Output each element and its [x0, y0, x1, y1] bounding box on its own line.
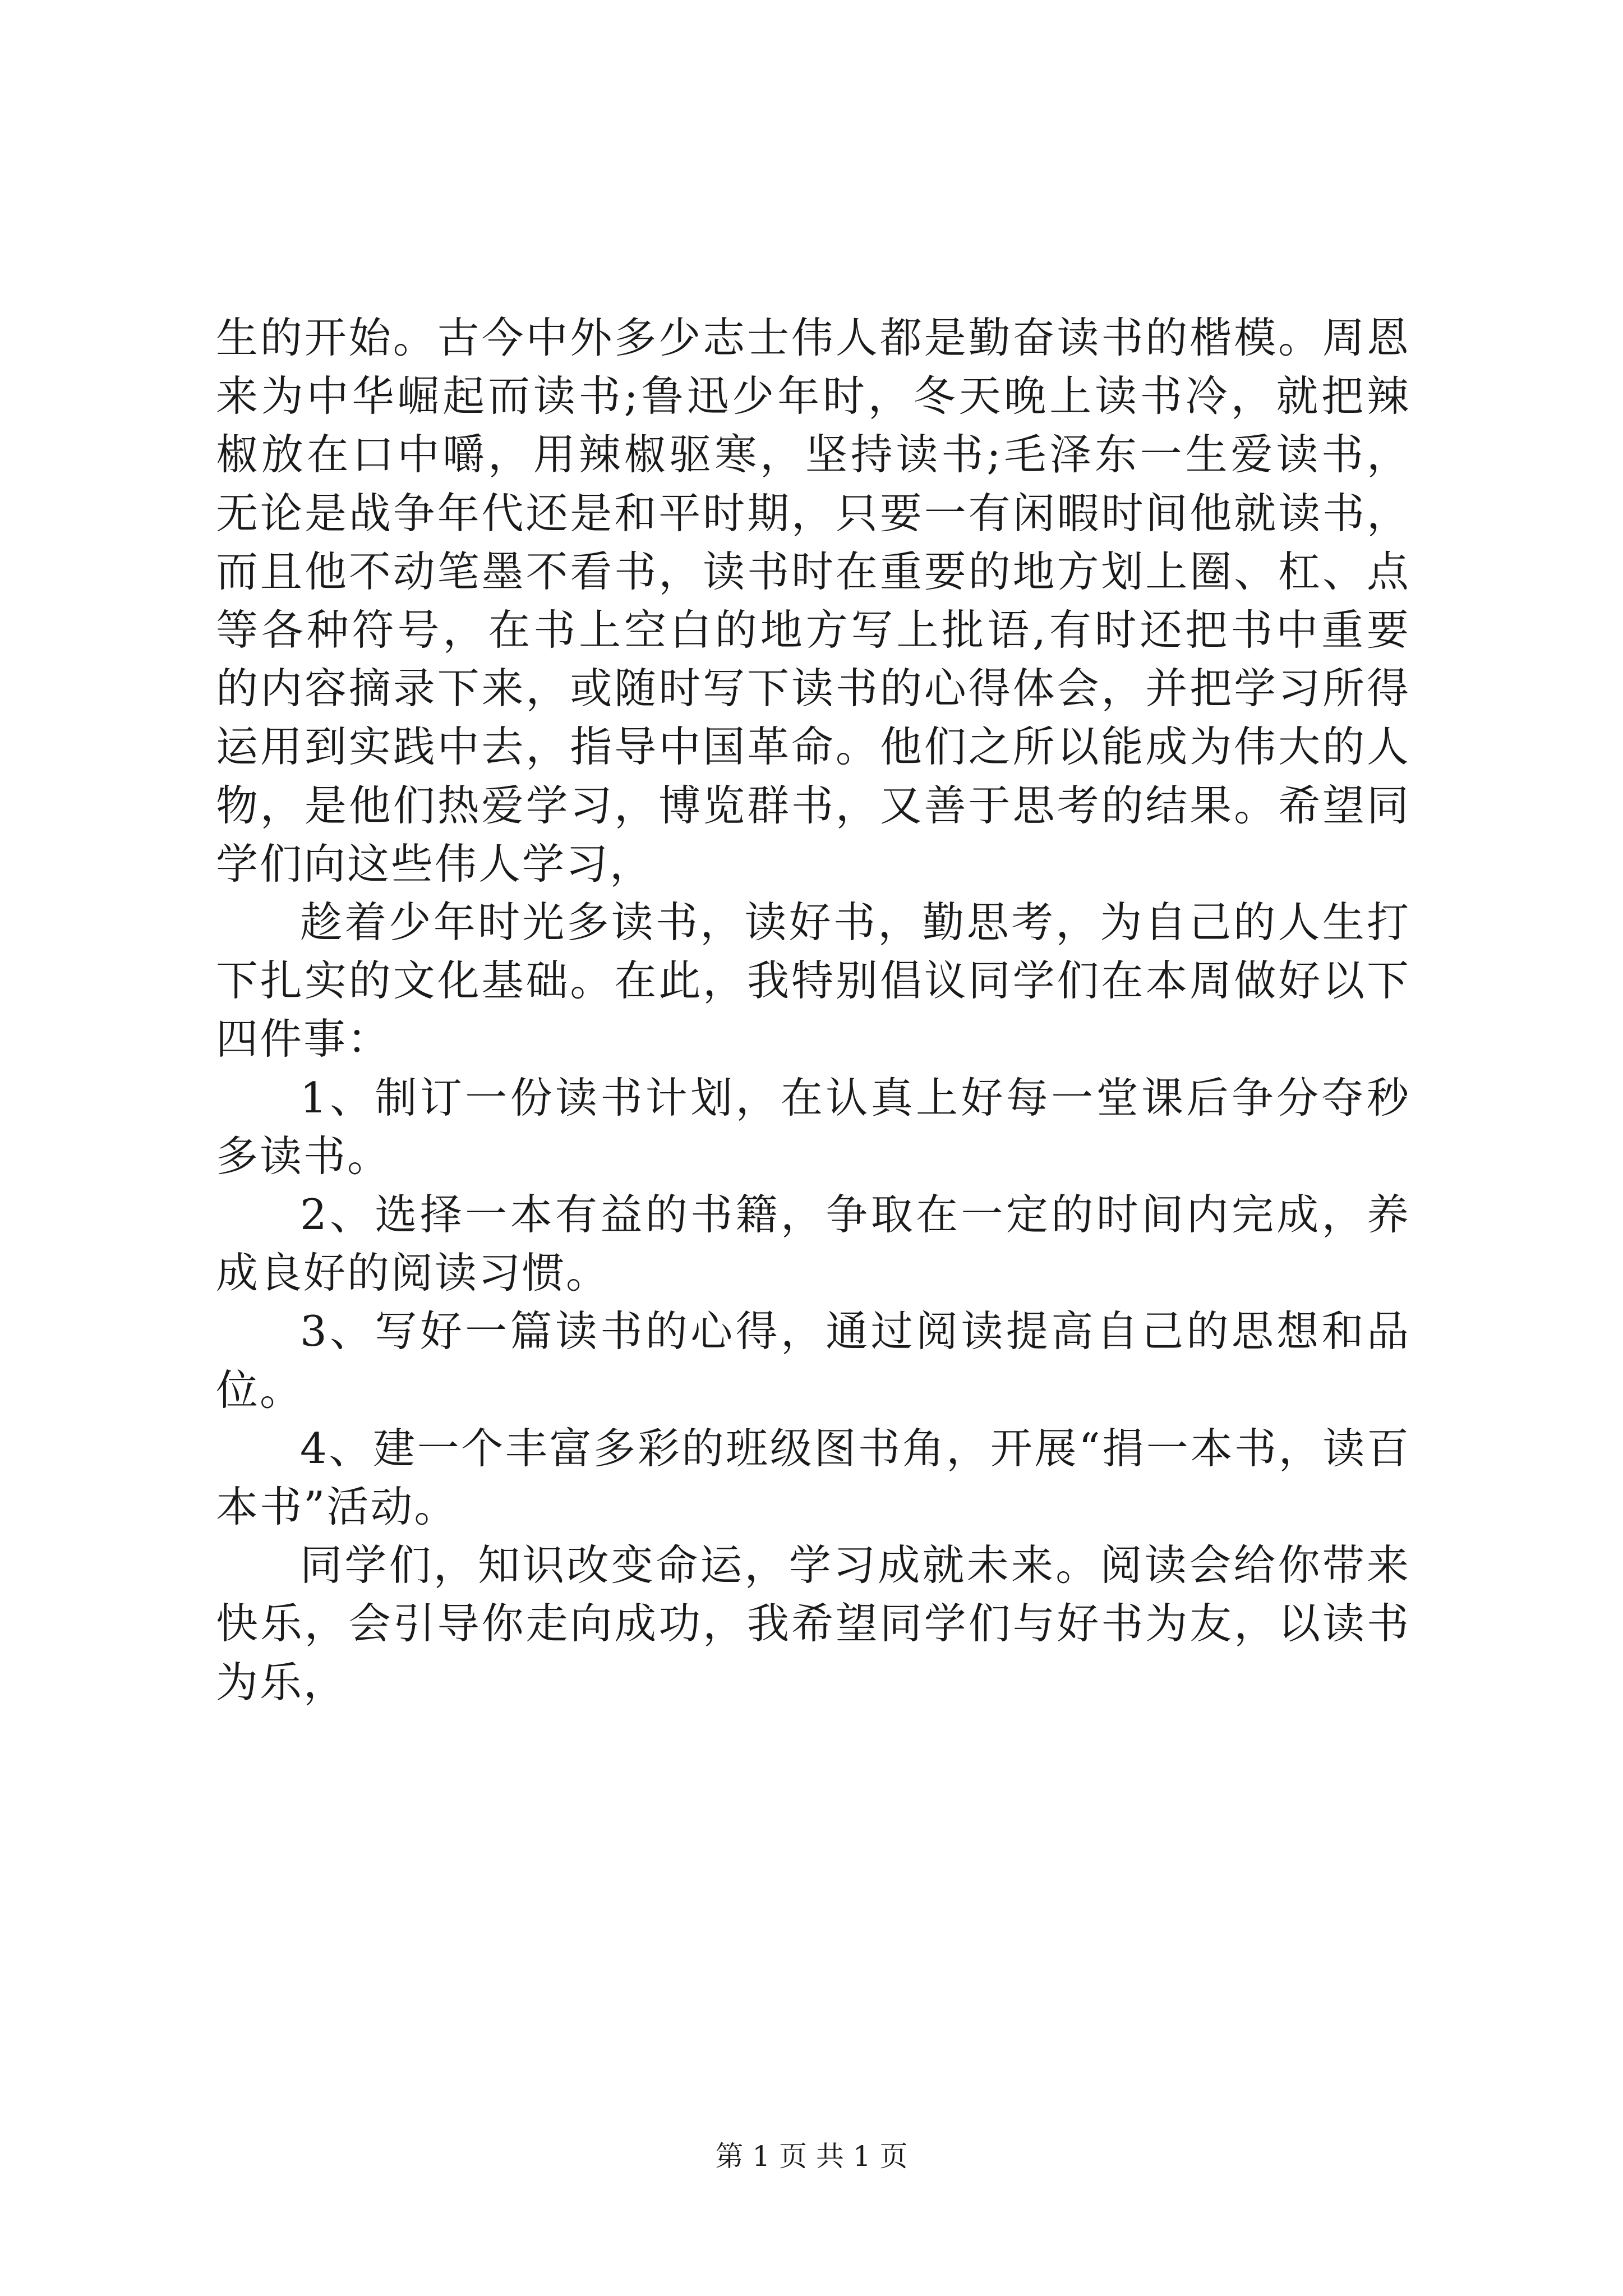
page-number-label: 第 1 页 共 1 页	[715, 2140, 908, 2173]
paragraph-closing: 同学们，知识改变命运，学习成就未来。阅读会给你带来快乐，会引导你走向成功，我希望同学们与好书为友，以读书为乐，	[216, 1540, 1410, 1707]
paragraph-proposal: 趁着少年时光多读书，读好书，勤思考，为自己的人生打下扎实的文化基础。在此，我特别倡议同学们在本周做好以下四件事：	[216, 898, 1410, 1064]
paragraph-continuation: 生的开始。古今中外多少志士伟人都是勤奋读书的楷模。周恩来为中华崛起而读书;鲁迅少年时，冬天晚上读书冷，就把辣椒放在口中嚼，用辣椒驱寒，坚持读书;毛泽东一生爱读书，无论是战争年代还是和平时期，只要一有闲暇时间他就读书，而且他不动笔墨不看书，读书时在重要的地方划上圈、杠、点等各种符号，在书上空白的地方写上批语,有时还把书中重要的内容摘录下来，或随时写下读书的心得体会，并把学习所得运用到实践中去，指导中国革命。他们之所以能成为伟大的人物，是他们热爱学习，博览群书，又善于思考的结果。希望同学们向这些伟人学习，	[216, 313, 1410, 889]
page-footer	[0, 2138, 1623, 2174]
list-item-1: 1、制订一份读书计划，在认真上好每一堂课后争分夺秒多读书。	[216, 1073, 1410, 1181]
list-item-3: 3、写好一篇读书的心得，通过阅读提高自己的思想和品位。	[216, 1306, 1410, 1415]
list-item-2: 2、选择一本有益的书籍，争取在一定的时间内完成，养成良好的阅读习惯。	[216, 1190, 1410, 1298]
list-item-4: 4、建一个丰富多彩的班级图书角，开展“捐一本书，读百本书”活动。	[216, 1423, 1410, 1532]
document-body	[216, 309, 1410, 1711]
